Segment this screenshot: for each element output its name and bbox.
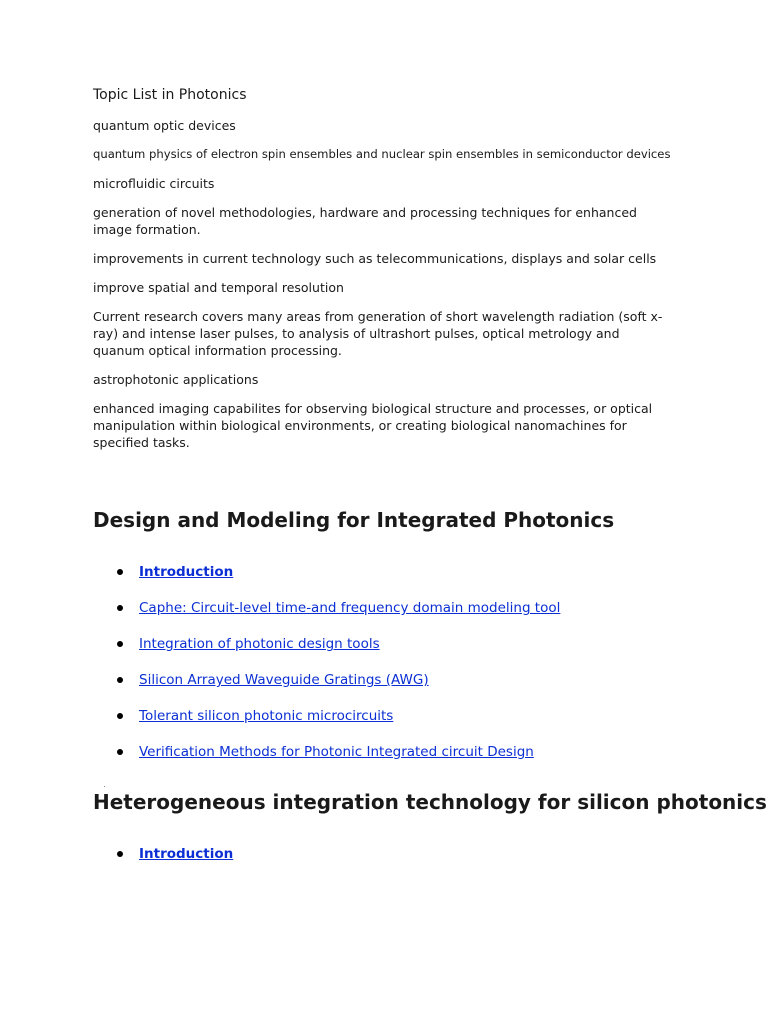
topic-item: improvements in current technology such as telecommunications, displays and solar cells bbox=[93, 251, 657, 266]
link-introduction-2[interactable]: Introduction bbox=[139, 846, 234, 862]
bullet-icon bbox=[117, 749, 123, 755]
bullet-icon bbox=[117, 605, 123, 611]
topic-item: improve spatial and temporal resolution bbox=[93, 280, 344, 295]
list-item bbox=[93, 845, 693, 863]
list-item bbox=[93, 563, 693, 581]
bullet-icon bbox=[117, 569, 123, 575]
topic-item: astrophotonic applications bbox=[93, 372, 259, 387]
heterogeneous-link-list bbox=[93, 845, 693, 863]
link-introduction[interactable]: Introduction bbox=[139, 564, 234, 580]
list-item bbox=[93, 671, 693, 689]
list-item bbox=[93, 707, 693, 725]
link-tolerant-microcircuits[interactable]: Tolerant silicon photonic microcircuits bbox=[139, 708, 394, 724]
list-item bbox=[93, 599, 693, 617]
list-item bbox=[93, 635, 693, 653]
link-caphe[interactable]: Caphe: Circuit-level time-and frequency domain modeling tool bbox=[139, 600, 561, 616]
topic-item: quantum physics of electron spin ensembles and nuclear spin ensembles in semiconductor devices bbox=[93, 147, 671, 161]
topic-item: enhanced imaging capabilites for observing biological structure and processes, or optical manipulation within biological environments, or creating biological nanomachines for specified tasks. bbox=[93, 401, 653, 450]
link-silicon-awg[interactable]: Silicon Arrayed Waveguide Gratings (AWG) bbox=[139, 672, 429, 688]
bullet-icon bbox=[117, 677, 123, 683]
bullet-icon bbox=[117, 851, 123, 857]
topic-item: quantum optic devices bbox=[93, 118, 236, 133]
topic-item: generation of novel methodologies, hardware and processing techniques for enhanced image formation. bbox=[93, 205, 637, 237]
link-verification-methods[interactable]: Verification Methods for Photonic Integrated circuit Design bbox=[139, 744, 534, 760]
topic-list-title: Topic List in Photonics bbox=[93, 87, 247, 103]
design-modeling-link-list bbox=[93, 563, 693, 761]
section-heading-heterogeneous: Heterogeneous integration technology for silicon photonics bbox=[93, 790, 767, 814]
link-integration-design-tools[interactable]: Integration of photonic design tools bbox=[139, 636, 380, 652]
bullet-icon bbox=[117, 641, 123, 647]
section-heading-design-modeling: Design and Modeling for Integrated Photonics bbox=[93, 508, 615, 532]
topic-item: microfluidic circuits bbox=[93, 176, 215, 191]
bullet-icon bbox=[117, 713, 123, 719]
document-page bbox=[93, 86, 767, 881]
topic-item: Current research covers many areas from generation of short wavelength radiation (soft x-ray) and intense laser pulses, to analysis of ultrashort pulses, optical metrology and quanum optical information processing. bbox=[93, 309, 663, 358]
list-item bbox=[93, 743, 693, 761]
stray-dot bbox=[104, 786, 105, 787]
